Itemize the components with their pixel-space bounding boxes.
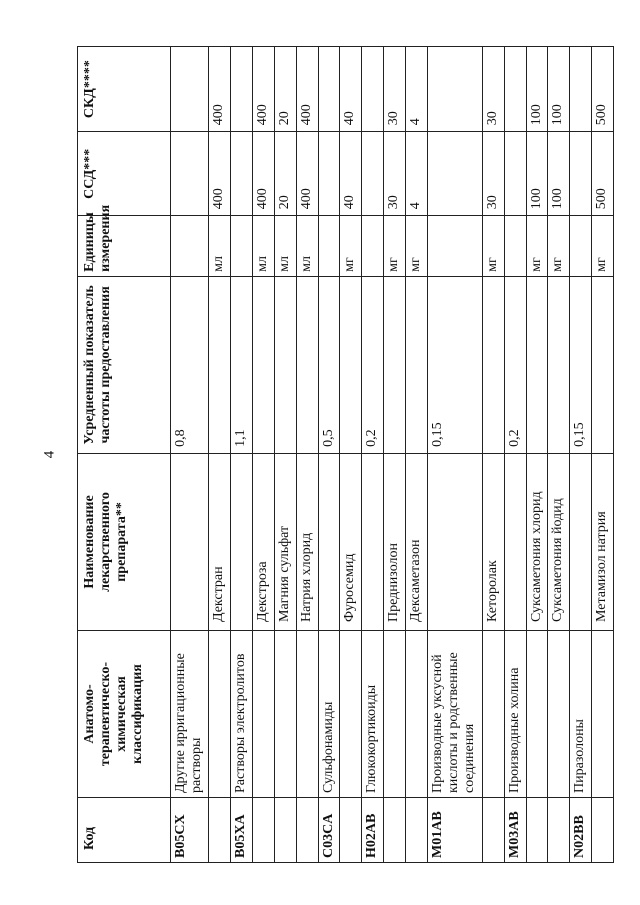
cell-skd: [318, 47, 340, 132]
cell-frequency: 0,5: [318, 276, 340, 453]
cell-code: [482, 798, 504, 863]
cell-code: M03AB: [504, 798, 526, 863]
cell-unit: [504, 216, 526, 277]
cell-atc: Растворы электролитов: [231, 631, 253, 798]
cell-unit: мг: [592, 216, 614, 277]
cell-unit: [231, 216, 253, 277]
cell-drug: [362, 453, 384, 630]
cell-ssd: 100: [548, 132, 570, 216]
cell-frequency: [274, 276, 296, 453]
cell-frequency: [548, 276, 570, 453]
cell-frequency: 1,1: [231, 276, 253, 453]
header-ssd: ССД***: [78, 132, 171, 216]
table-row: [526, 47, 548, 863]
table-row: [274, 47, 296, 863]
cell-drug: Декстран: [209, 453, 231, 630]
cell-code: [405, 798, 427, 863]
cell-atc: Пиразолоны: [570, 631, 592, 798]
header-unit: Единицы измерения: [78, 216, 171, 277]
cell-ssd: [318, 132, 340, 216]
header-code: Код: [78, 798, 171, 863]
cell-unit: мг: [482, 216, 504, 277]
cell-frequency: 0,15: [570, 276, 592, 453]
cell-skd: [171, 47, 209, 132]
table-row: [362, 47, 384, 863]
table-row: [253, 47, 275, 863]
cell-atc: Производные уксусной кислоты и родственные соединения: [427, 631, 482, 798]
cell-atc: [548, 631, 570, 798]
cell-skd: 400: [253, 47, 275, 132]
page-number: 4: [41, 450, 58, 459]
table-row: [482, 47, 504, 863]
cell-drug: Преднизолон: [384, 453, 406, 630]
cell-ssd: [504, 132, 526, 216]
cell-skd: [504, 47, 526, 132]
cell-ssd: 400: [253, 132, 275, 216]
rotated-table-container: [77, 46, 614, 863]
cell-code: [274, 798, 296, 863]
cell-skd: 400: [209, 47, 231, 132]
cell-atc: [526, 631, 548, 798]
table-row: [318, 47, 340, 863]
cell-skd: 100: [548, 47, 570, 132]
header-atc: Анатомо-терапевтическо-химическая классификация: [78, 631, 171, 798]
cell-frequency: 0,2: [504, 276, 526, 453]
cell-ssd: [570, 132, 592, 216]
cell-ssd: 30: [482, 132, 504, 216]
cell-unit: [427, 216, 482, 277]
table-row: [405, 47, 427, 863]
table-row: [504, 47, 526, 863]
cell-frequency: [526, 276, 548, 453]
cell-code: [340, 798, 362, 863]
cell-ssd: [231, 132, 253, 216]
cell-unit: мл: [253, 216, 275, 277]
header-drug: Наименование лекарственного препарата**: [78, 453, 171, 630]
table-row: [209, 47, 231, 863]
cell-code: B05XA: [231, 798, 253, 863]
cell-frequency: [296, 276, 318, 453]
table-row: [570, 47, 592, 863]
cell-ssd: 400: [209, 132, 231, 216]
cell-atc: Производные холина: [504, 631, 526, 798]
cell-drug: [171, 453, 209, 630]
cell-skd: 30: [384, 47, 406, 132]
cell-frequency: [209, 276, 231, 453]
cell-drug: Магния сульфат: [274, 453, 296, 630]
cell-unit: мл: [274, 216, 296, 277]
cell-atc: [592, 631, 614, 798]
cell-drug: Метамизол натрия: [592, 453, 614, 630]
cell-drug: Кеторолак: [482, 453, 504, 630]
cell-drug: Фуросемид: [340, 453, 362, 630]
cell-skd: 4: [405, 47, 427, 132]
cell-drug: [427, 453, 482, 630]
cell-drug: Суксаметония йодид: [548, 453, 570, 630]
cell-drug: [318, 453, 340, 630]
cell-atc: [405, 631, 427, 798]
cell-atc: [209, 631, 231, 798]
cell-drug: Дексаметазон: [405, 453, 427, 630]
cell-ssd: 40: [340, 132, 362, 216]
cell-code: N02BB: [570, 798, 592, 863]
cell-ssd: 4: [405, 132, 427, 216]
cell-atc: [296, 631, 318, 798]
cell-frequency: 0,8: [171, 276, 209, 453]
cell-ssd: 30: [384, 132, 406, 216]
cell-atc: [482, 631, 504, 798]
cell-atc: Глюкокортикоиды: [362, 631, 384, 798]
cell-frequency: [592, 276, 614, 453]
cell-frequency: [340, 276, 362, 453]
cell-unit: мг: [340, 216, 362, 277]
cell-frequency: 0,2: [362, 276, 384, 453]
cell-unit: мг: [548, 216, 570, 277]
cell-drug: [231, 453, 253, 630]
table-row: [340, 47, 362, 863]
cell-atc: [274, 631, 296, 798]
cell-skd: 20: [274, 47, 296, 132]
cell-ssd: 100: [526, 132, 548, 216]
cell-frequency: [482, 276, 504, 453]
cell-ssd: 400: [296, 132, 318, 216]
cell-skd: 100: [526, 47, 548, 132]
cell-atc: Другие ирригационные растворы: [171, 631, 209, 798]
cell-frequency: [253, 276, 275, 453]
cell-ssd: [171, 132, 209, 216]
cell-frequency: [384, 276, 406, 453]
cell-ssd: 500: [592, 132, 614, 216]
cell-ssd: [362, 132, 384, 216]
cell-frequency: 0,15: [427, 276, 482, 453]
table-row: [548, 47, 570, 863]
cell-frequency: [405, 276, 427, 453]
cell-skd: 500: [592, 47, 614, 132]
cell-code: [526, 798, 548, 863]
table-row: [231, 47, 253, 863]
cell-code: [592, 798, 614, 863]
cell-skd: [362, 47, 384, 132]
cell-unit: мг: [526, 216, 548, 277]
cell-atc: [384, 631, 406, 798]
cell-drug: Суксаметония хлорид: [526, 453, 548, 630]
cell-drug: Натрия хлорид: [296, 453, 318, 630]
cell-code: M01AB: [427, 798, 482, 863]
cell-code: [384, 798, 406, 863]
cell-unit: мг: [405, 216, 427, 277]
cell-skd: [570, 47, 592, 132]
cell-unit: [318, 216, 340, 277]
cell-ssd: 20: [274, 132, 296, 216]
cell-code: C03CA: [318, 798, 340, 863]
cell-skd: 400: [296, 47, 318, 132]
cell-unit: [362, 216, 384, 277]
cell-atc: [340, 631, 362, 798]
cell-skd: [427, 47, 482, 132]
cell-code: [253, 798, 275, 863]
table-row: [427, 47, 482, 863]
cell-skd: 30: [482, 47, 504, 132]
table-row: [296, 47, 318, 863]
header-row: [78, 47, 171, 863]
cell-unit: мл: [296, 216, 318, 277]
table-row: [384, 47, 406, 863]
table-row: [592, 47, 614, 863]
medication-table: [77, 46, 614, 863]
table-row: [171, 47, 209, 863]
cell-code: H02AB: [362, 798, 384, 863]
cell-ssd: [427, 132, 482, 216]
cell-code: [296, 798, 318, 863]
cell-drug: Декстроза: [253, 453, 275, 630]
cell-drug: [570, 453, 592, 630]
cell-code: [548, 798, 570, 863]
cell-code: B05CX: [171, 798, 209, 863]
cell-skd: 40: [340, 47, 362, 132]
cell-unit: мл: [209, 216, 231, 277]
cell-atc: Сульфонамиды: [318, 631, 340, 798]
cell-atc: [253, 631, 275, 798]
cell-code: [209, 798, 231, 863]
cell-unit: [570, 216, 592, 277]
cell-skd: [231, 47, 253, 132]
header-skd: СКД****: [78, 47, 171, 132]
cell-drug: [504, 453, 526, 630]
header-frequency: Усредненный показатель частоты предоставления: [78, 276, 171, 453]
cell-unit: мг: [384, 216, 406, 277]
cell-unit: [171, 216, 209, 277]
